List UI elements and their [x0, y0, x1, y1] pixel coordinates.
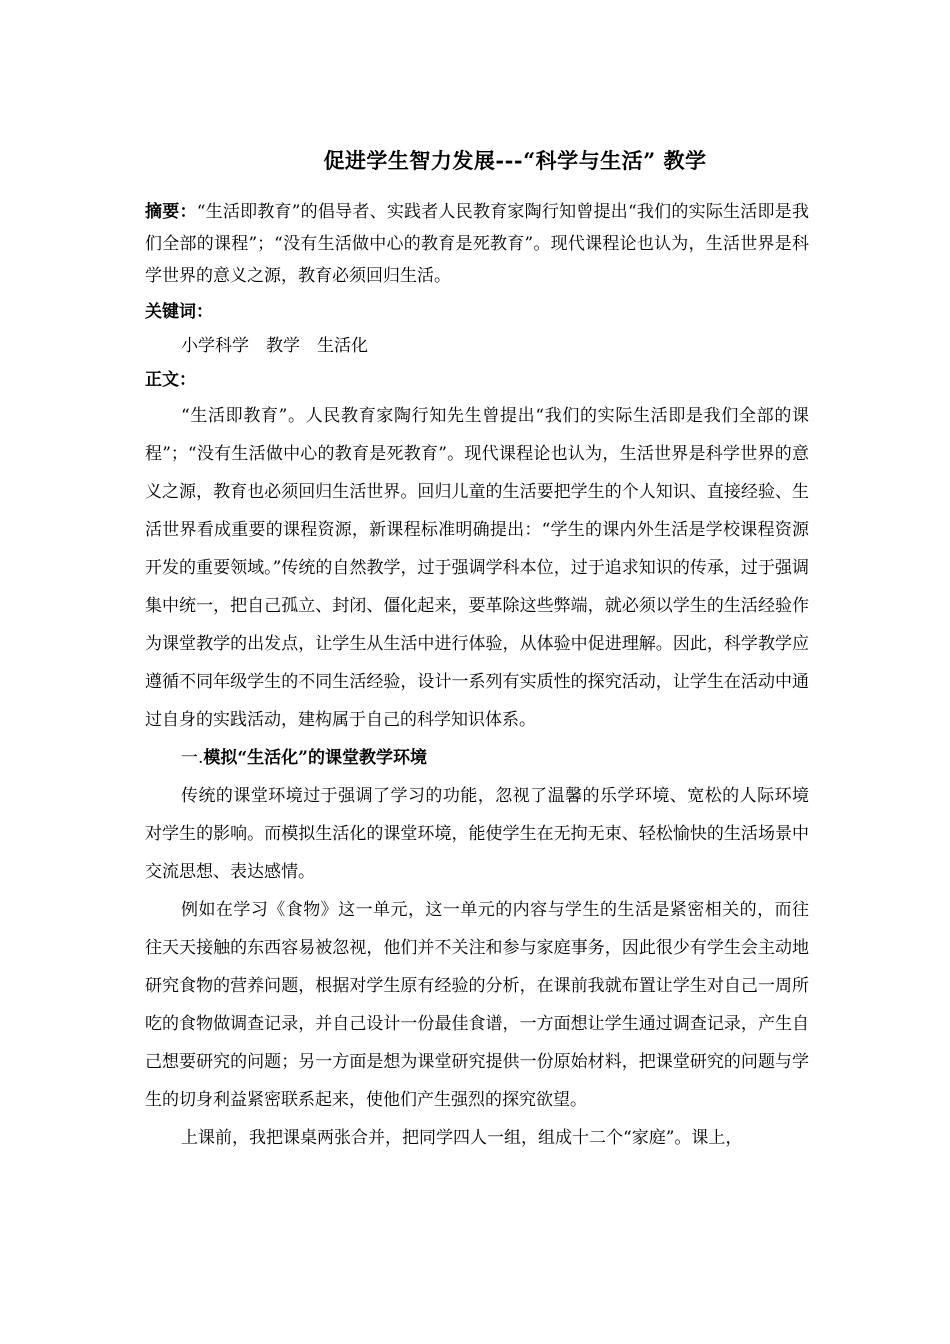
intro-paragraph: “生活即教育”。人民教育家陶行知先生曾提出“我们的实际生活即是我们全部的课程”；“没有生活做中心的教育是死教育”。现代课程论也认为，生活世界是科学世界的意义之源，教育也必须回归生活世界。回归儿童的生活要把学生的个人知识、直接经验、生活世界看成重要的课程资源，新课程标准明确提出：“学生的课内外生活是学校课程资源开发的重要领域。”传统的自然教学，过于强调学科本位，过于追求知识的传承，过于强调集中统一，把自己孤立、封闭、僵化起来，要革除这些弊端，就必须以学生的生活经验作为课堂教学的出发点，让学生从生活中进行体验，从体验中促进理解。因此，科学教学应遵循不同年级学生的不同生活经验，设计一系列有实质性的探究活动，让学生在活动中通过自身的实践活动，建构属于自己的科学知识体系。 [145, 406, 809, 730]
section-paragraph-3: 上课前，我把课桌两张合并，把同学四人一组，组成十二个“家庭”。课上， [181, 1128, 743, 1148]
keywords-label: 关键词： [145, 302, 213, 322]
section-heading [145, 739, 809, 777]
body-label: 正文： [145, 370, 196, 390]
document-body [145, 196, 809, 1157]
section-number: 一. [181, 748, 204, 768]
abstract-text: “生活即教育”的倡导者、实践者人民教育家陶行知曾提出“我们的实际生活即是我们全部的课程”；“没有生活做中心的教育是死教育”。现代课程论也认为，生活世界是科学世界的意义之源，教育必须回归生活。 [145, 202, 809, 286]
abstract [145, 196, 809, 292]
abstract-label: 摘要： [145, 202, 197, 222]
section-heading-text: 模拟“生活化”的课堂教学环境 [203, 748, 427, 768]
document-title: 促进学生智力发展---“科学与生活” 教学 [323, 148, 707, 173]
section-paragraph-2: 例如在学习《食物》这一单元，这一单元的内容与学生的生活是紧密相关的，而往往天天接触的东西容易被忽视，他们并不关注和参与家庭事务，因此很少有学生会主动地研究食物的营养问题，根据对学生原有经验的分析，在课前我就布置让学生对自己一周所吃的食物做调查记录，并自己设计一份最佳食谱，一方面想让学生通过调查记录，产生自己想要研究的问题；另一方面是想为课堂研究提供一份原始材料，把课堂研究的问题与学生的切身利益紧密联系起来，使他们产生强烈的探究欲望。 [145, 900, 809, 1110]
section-paragraph-1: 传统的课堂环境过于强调了学习的功能，忽视了温馨的乐学环境、宽松的人际环境对学生的影响。而模拟生活化的课堂环境，能使学生在无拘无束、轻松愉快的生活场景中交流思想、表达感情。 [145, 786, 809, 882]
keywords-text: 小学科学 教学 生活化 [181, 336, 368, 356]
